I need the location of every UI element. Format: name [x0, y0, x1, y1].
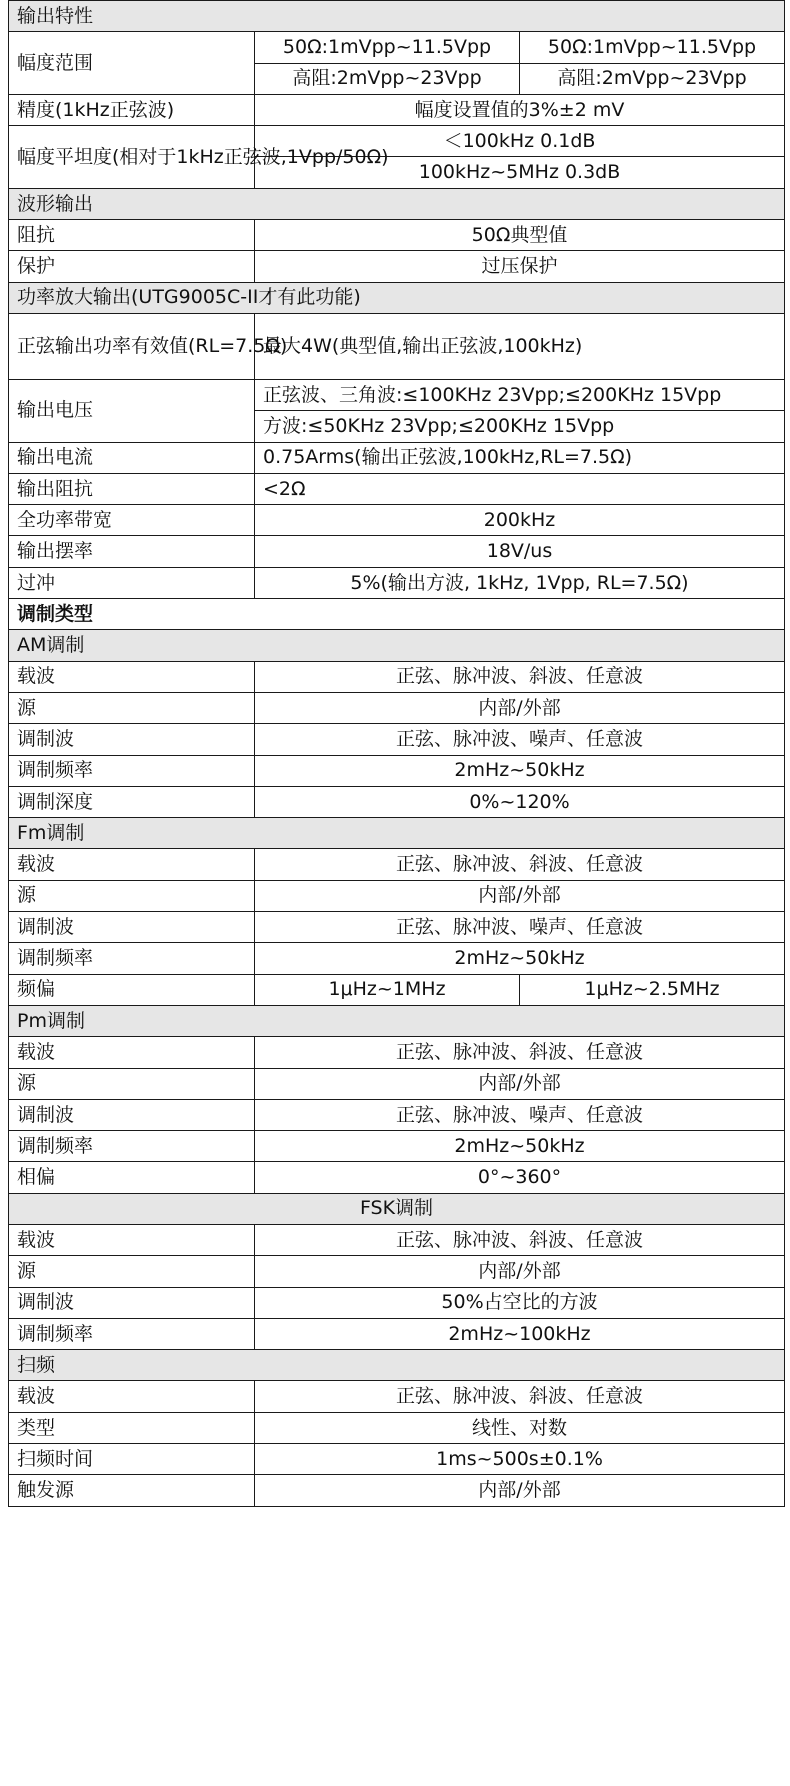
spec-value: 0.75Arms(输出正弦波,100kHz,RL=7.5Ω)	[255, 442, 785, 473]
table-row	[9, 786, 785, 817]
spec-label: 调制深度	[9, 786, 255, 817]
spec-label: 过冲	[9, 567, 255, 598]
spec-value: <2Ω	[255, 473, 785, 504]
table-row	[9, 1412, 785, 1443]
spec-label: 载波	[9, 661, 255, 692]
spec-label: 输出电流	[9, 442, 255, 473]
spec-value-a: 1μHz~1MHz	[255, 974, 520, 1005]
table-row	[9, 1256, 785, 1287]
spec-label: 幅度平坦度(相对于1kHz正弦波,1Vpp/50Ω)	[9, 126, 255, 189]
table-row	[9, 630, 785, 661]
spec-label: 调制波	[9, 912, 255, 943]
spec-value: 100kHz~5MHz 0.3dB	[255, 157, 785, 188]
table-row	[9, 379, 785, 410]
table-row	[9, 1318, 785, 1349]
table-row	[9, 505, 785, 536]
spec-label: 载波	[9, 849, 255, 880]
table-row	[9, 536, 785, 567]
spec-label: 幅度范围	[9, 32, 255, 95]
table-row	[9, 473, 785, 504]
spec-label: 调制波	[9, 1099, 255, 1130]
table-row	[9, 1381, 785, 1412]
spec-value: 1ms~500s±0.1%	[255, 1444, 785, 1475]
table-row	[9, 1444, 785, 1475]
spec-label: 阻抗	[9, 220, 255, 251]
spec-value-a: 高阻:2mVpp~23Vpp	[255, 63, 520, 94]
table-row	[9, 943, 785, 974]
table-row	[9, 126, 785, 157]
table-row	[9, 282, 785, 313]
spec-value: 0°~360°	[255, 1162, 785, 1193]
spec-label: 保护	[9, 251, 255, 282]
spec-label: 类型	[9, 1412, 255, 1443]
specification-body	[9, 1, 785, 1507]
spec-value: 正弦、脉冲波、噪声、任意波	[255, 724, 785, 755]
spec-value: 正弦、脉冲波、噪声、任意波	[255, 912, 785, 943]
spec-label: 调制频率	[9, 1131, 255, 1162]
spec-value: 内部/外部	[255, 880, 785, 911]
section-header: 波形输出	[9, 188, 785, 219]
section-header: Fm调制	[9, 818, 785, 849]
section-header: 调制类型	[9, 599, 785, 630]
table-row	[9, 724, 785, 755]
section-header: 扫频	[9, 1350, 785, 1381]
spec-value: 内部/外部	[255, 1475, 785, 1506]
spec-value: 50Ω典型值	[255, 220, 785, 251]
spec-label: 输出摆率	[9, 536, 255, 567]
table-row	[9, 94, 785, 125]
spec-value: 5%(输出方波, 1kHz, 1Vpp, RL=7.5Ω)	[255, 567, 785, 598]
spec-label: 相偏	[9, 1162, 255, 1193]
spec-value: 正弦、脉冲波、斜波、任意波	[255, 1037, 785, 1068]
spec-value: 过压保护	[255, 251, 785, 282]
section-header: 功率放大输出(UTG9005C-II才有此功能)	[9, 282, 785, 313]
spec-value: 18V/us	[255, 536, 785, 567]
table-row	[9, 313, 785, 379]
spec-value: 2mHz~50kHz	[255, 943, 785, 974]
table-row	[9, 818, 785, 849]
table-row	[9, 442, 785, 473]
spec-label: 源	[9, 880, 255, 911]
table-row	[9, 1287, 785, 1318]
spec-value: 内部/外部	[255, 1068, 785, 1099]
spec-label: 源	[9, 1068, 255, 1099]
table-row	[9, 1162, 785, 1193]
spec-value: ＜100kHz 0.1dB	[255, 126, 785, 157]
table-row	[9, 1350, 785, 1381]
spec-value: 200kHz	[255, 505, 785, 536]
spec-label: 频偏	[9, 974, 255, 1005]
spec-label: 调制频率	[9, 1318, 255, 1349]
spec-label: 源	[9, 692, 255, 723]
spec-value: 正弦、脉冲波、噪声、任意波	[255, 1099, 785, 1130]
spec-value: 内部/外部	[255, 1256, 785, 1287]
spec-value: 50%占空比的方波	[255, 1287, 785, 1318]
table-row	[9, 1131, 785, 1162]
spec-value-b: 高阻:2mVpp~23Vpp	[520, 63, 785, 94]
table-row	[9, 974, 785, 1005]
spec-label: 调制波	[9, 724, 255, 755]
table-row	[9, 1068, 785, 1099]
table-row	[9, 1475, 785, 1506]
table-row	[9, 1037, 785, 1068]
spec-label: 精度(1kHz正弦波)	[9, 94, 255, 125]
spec-label: 源	[9, 1256, 255, 1287]
table-row	[9, 220, 785, 251]
table-row	[9, 1193, 785, 1224]
table-row	[9, 880, 785, 911]
table-row	[9, 755, 785, 786]
table-row	[9, 1099, 785, 1130]
section-header: AM调制	[9, 630, 785, 661]
spec-label: 调制频率	[9, 755, 255, 786]
specification-table	[8, 0, 785, 1507]
spec-label: 调制波	[9, 1287, 255, 1318]
table-row	[9, 849, 785, 880]
spec-value: 正弦、脉冲波、斜波、任意波	[255, 661, 785, 692]
table-row	[9, 692, 785, 723]
spec-value: 2mHz~50kHz	[255, 755, 785, 786]
spec-value-b: 1μHz~2.5MHz	[520, 974, 785, 1005]
spec-label: 载波	[9, 1381, 255, 1412]
spec-value: 2mHz~50kHz	[255, 1131, 785, 1162]
spec-value: 线性、对数	[255, 1412, 785, 1443]
section-header: 输出特性	[9, 1, 785, 32]
table-row	[9, 567, 785, 598]
section-header: Pm调制	[9, 1005, 785, 1036]
spec-label: 触发源	[9, 1475, 255, 1506]
spec-value: 0%~120%	[255, 786, 785, 817]
table-row	[9, 912, 785, 943]
spec-value: 正弦波、三角波:≤100KHz 23Vpp;≤200KHz 15Vpp	[255, 379, 785, 410]
table-row	[9, 1, 785, 32]
spec-label: 输出电压	[9, 379, 255, 442]
spec-value-b: 50Ω:1mVpp~11.5Vpp	[520, 32, 785, 63]
spec-label: 调制频率	[9, 943, 255, 974]
spec-label: 全功率带宽	[9, 505, 255, 536]
table-row	[9, 1224, 785, 1255]
table-row	[9, 32, 785, 63]
spec-value: 正弦、脉冲波、斜波、任意波	[255, 1224, 785, 1255]
table-row	[9, 251, 785, 282]
spec-value: 内部/外部	[255, 692, 785, 723]
spec-value: 2mHz~100kHz	[255, 1318, 785, 1349]
spec-label: 扫频时间	[9, 1444, 255, 1475]
section-header: FSK调制	[9, 1193, 785, 1224]
spec-value: 幅度设置值的3%±2 mV	[255, 94, 785, 125]
spec-value: 方波:≤50KHz 23Vpp;≤200KHz 15Vpp	[255, 411, 785, 442]
spec-value: 正弦、脉冲波、斜波、任意波	[255, 849, 785, 880]
spec-value: 正弦、脉冲波、斜波、任意波	[255, 1381, 785, 1412]
table-row	[9, 1005, 785, 1036]
table-row	[9, 188, 785, 219]
spec-label: 正弦输出功率有效值(RL=7.5Ω)	[9, 313, 255, 379]
table-row	[9, 599, 785, 630]
spec-value-a: 50Ω:1mVpp~11.5Vpp	[255, 32, 520, 63]
table-row	[9, 661, 785, 692]
spec-label: 载波	[9, 1037, 255, 1068]
spec-label: 输出阻抗	[9, 473, 255, 504]
spec-value: 最大4W(典型值,输出正弦波,100kHz)	[255, 313, 785, 379]
spec-label: 载波	[9, 1224, 255, 1255]
